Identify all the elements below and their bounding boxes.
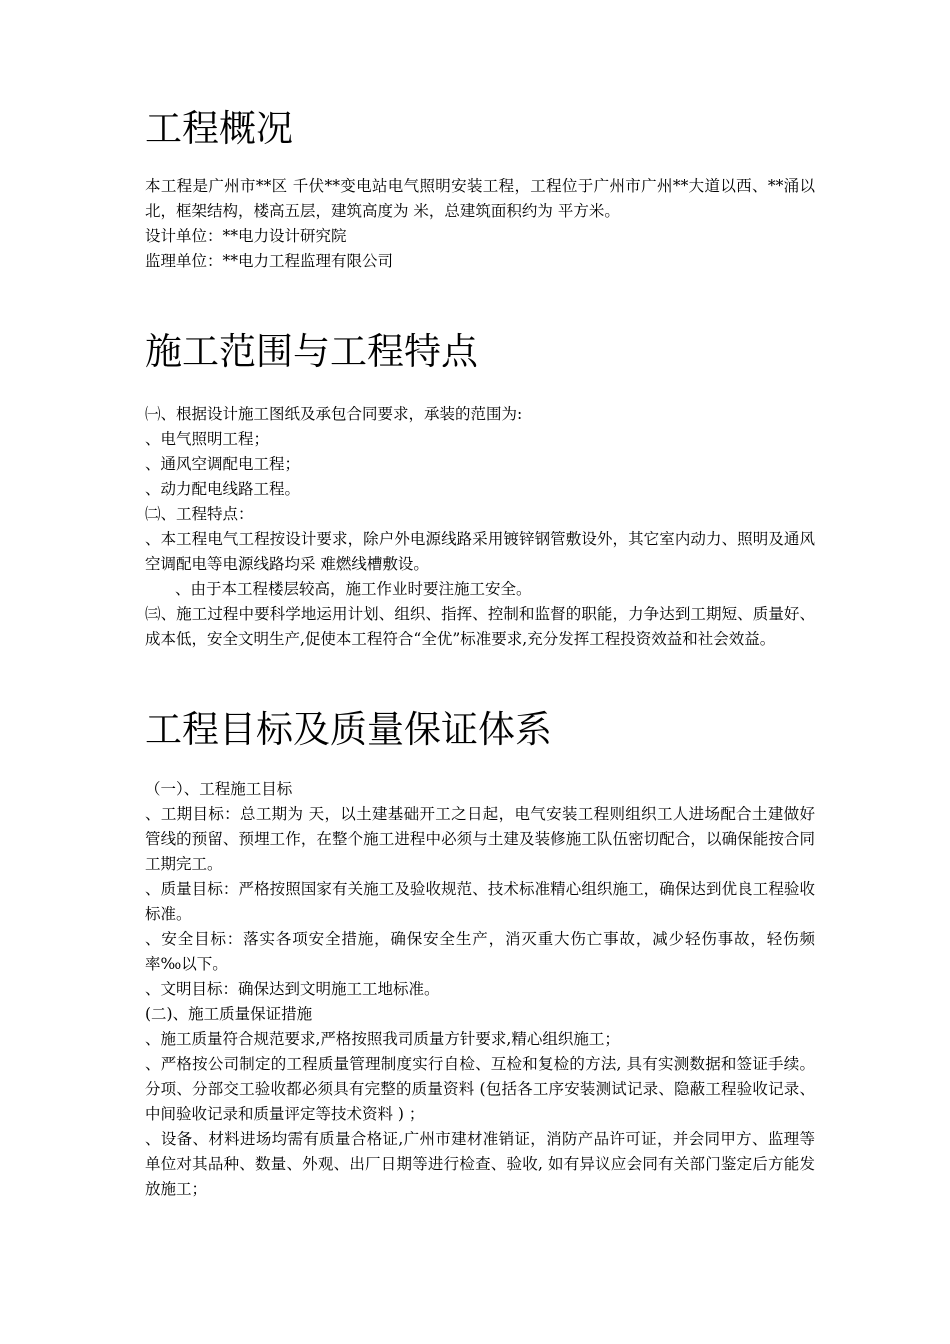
paragraph-goals-heading: （一）、工程施工目标 <box>145 780 293 798</box>
list-item-schedule-goal: 、工期目标：总工期为 天，以土建基础开工之日起，电气安装工程则组织工人进场配合土建做好管线的预留、预埋工作，在整个施工进程中必须与土建及装修施工队伍密切配合，以确保能按合同工期完工。 <box>145 805 815 873</box>
list-item-lighting: 、电气照明工程； <box>145 430 270 448</box>
list-item-inspection-system: 、严格按公司制定的工程质量管理制度实行自检、互检和复检的方法, 具有实测数据和签证手续。分项、分部交工验收都必须具有完整的质量资料 (包括各工序安装测试记录、隐蔽工程验收记录、中间验收记录和质量评定等技术资料 ) ； <box>145 1055 815 1123</box>
list-item-wiring-method: 、本工程电气工程按设计要求，除户外电源线路采用镀锌钢管敷设外，其它室内动力、照明及通风空调配电等电源线路均采 难燃线槽敷设。 <box>145 530 815 573</box>
list-item-material-inspection: 、设备、材料进场均需有质量合格证,广州市建材准销证，消防产品许可证，并会同甲方、监理等单位对其品种、数量、外观、出厂日期等进行检查、验收, 如有异议应会同有关部门鉴定后方能发放施工； <box>145 1130 815 1198</box>
paragraph-design-unit: 设计单位：**电力设计研究院 <box>145 227 347 245</box>
paragraph-scope-intro: ㈠、根据设计施工图纸及承包合同要求，承装的范围为: <box>145 405 523 423</box>
section-body-goals <box>145 777 815 1202</box>
paragraph-features-heading: ㈡、工程特点： <box>145 505 254 523</box>
list-item-safety-note: 、由于本工程楼层较高，施工作业时要注施工安全。 <box>175 580 532 598</box>
list-item-civilized-goal: 、文明目标：确保达到文明施工工地标准。 <box>145 980 440 998</box>
paragraph-supervision-unit: 监理单位：**电力工程监理有限公司 <box>145 252 394 270</box>
section-heading-overview: 工程概况 <box>145 107 293 150</box>
document-page <box>145 0 815 1202</box>
paragraph-management: ㈢、施工过程中要科学地运用计划、组织、指挥、控制和监督的职能，力争达到工期短、质量好、成本低，安全文明生产,促使本工程符合“全优”标准要求,充分发挥工程投资效益和社会效益。 <box>145 605 815 648</box>
list-item-hvac-power: 、通风空调配电工程； <box>145 455 301 473</box>
list-item-quality-compliance: 、施工质量符合规范要求,严格按照我司质量方针要求,精心组织施工； <box>145 1030 620 1048</box>
paragraph-quality-measures-heading: (二)、施工质量保证措施 <box>145 1005 313 1023</box>
section-body-scope <box>145 402 815 652</box>
list-item-safety-goal: 、安全目标：落实各项安全措施，确保安全生产，消灭重大伤亡事故，减少轻伤事故，轻伤频率‰以下。 <box>145 930 815 973</box>
section-heading-goals: 工程目标及质量保证体系 <box>145 708 552 751</box>
section-heading-scope: 施工范围与工程特点 <box>145 330 478 373</box>
list-item-power-lines: 、动力配电线路工程。 <box>145 480 301 498</box>
paragraph-project-description: 本工程是广州市**区 千伏**变电站电气照明安装工程，工程位于广州市广州**大道以西、**涌以北，框架结构，楼高五层，建筑高度为 米，总建筑面积约为 平方米。 <box>145 177 815 220</box>
section-body-overview <box>145 174 815 274</box>
list-item-quality-goal: 、质量目标：严格按照国家有关施工及验收规范、技术标准精心组织施工，确保达到优良工程验收标准。 <box>145 880 815 923</box>
